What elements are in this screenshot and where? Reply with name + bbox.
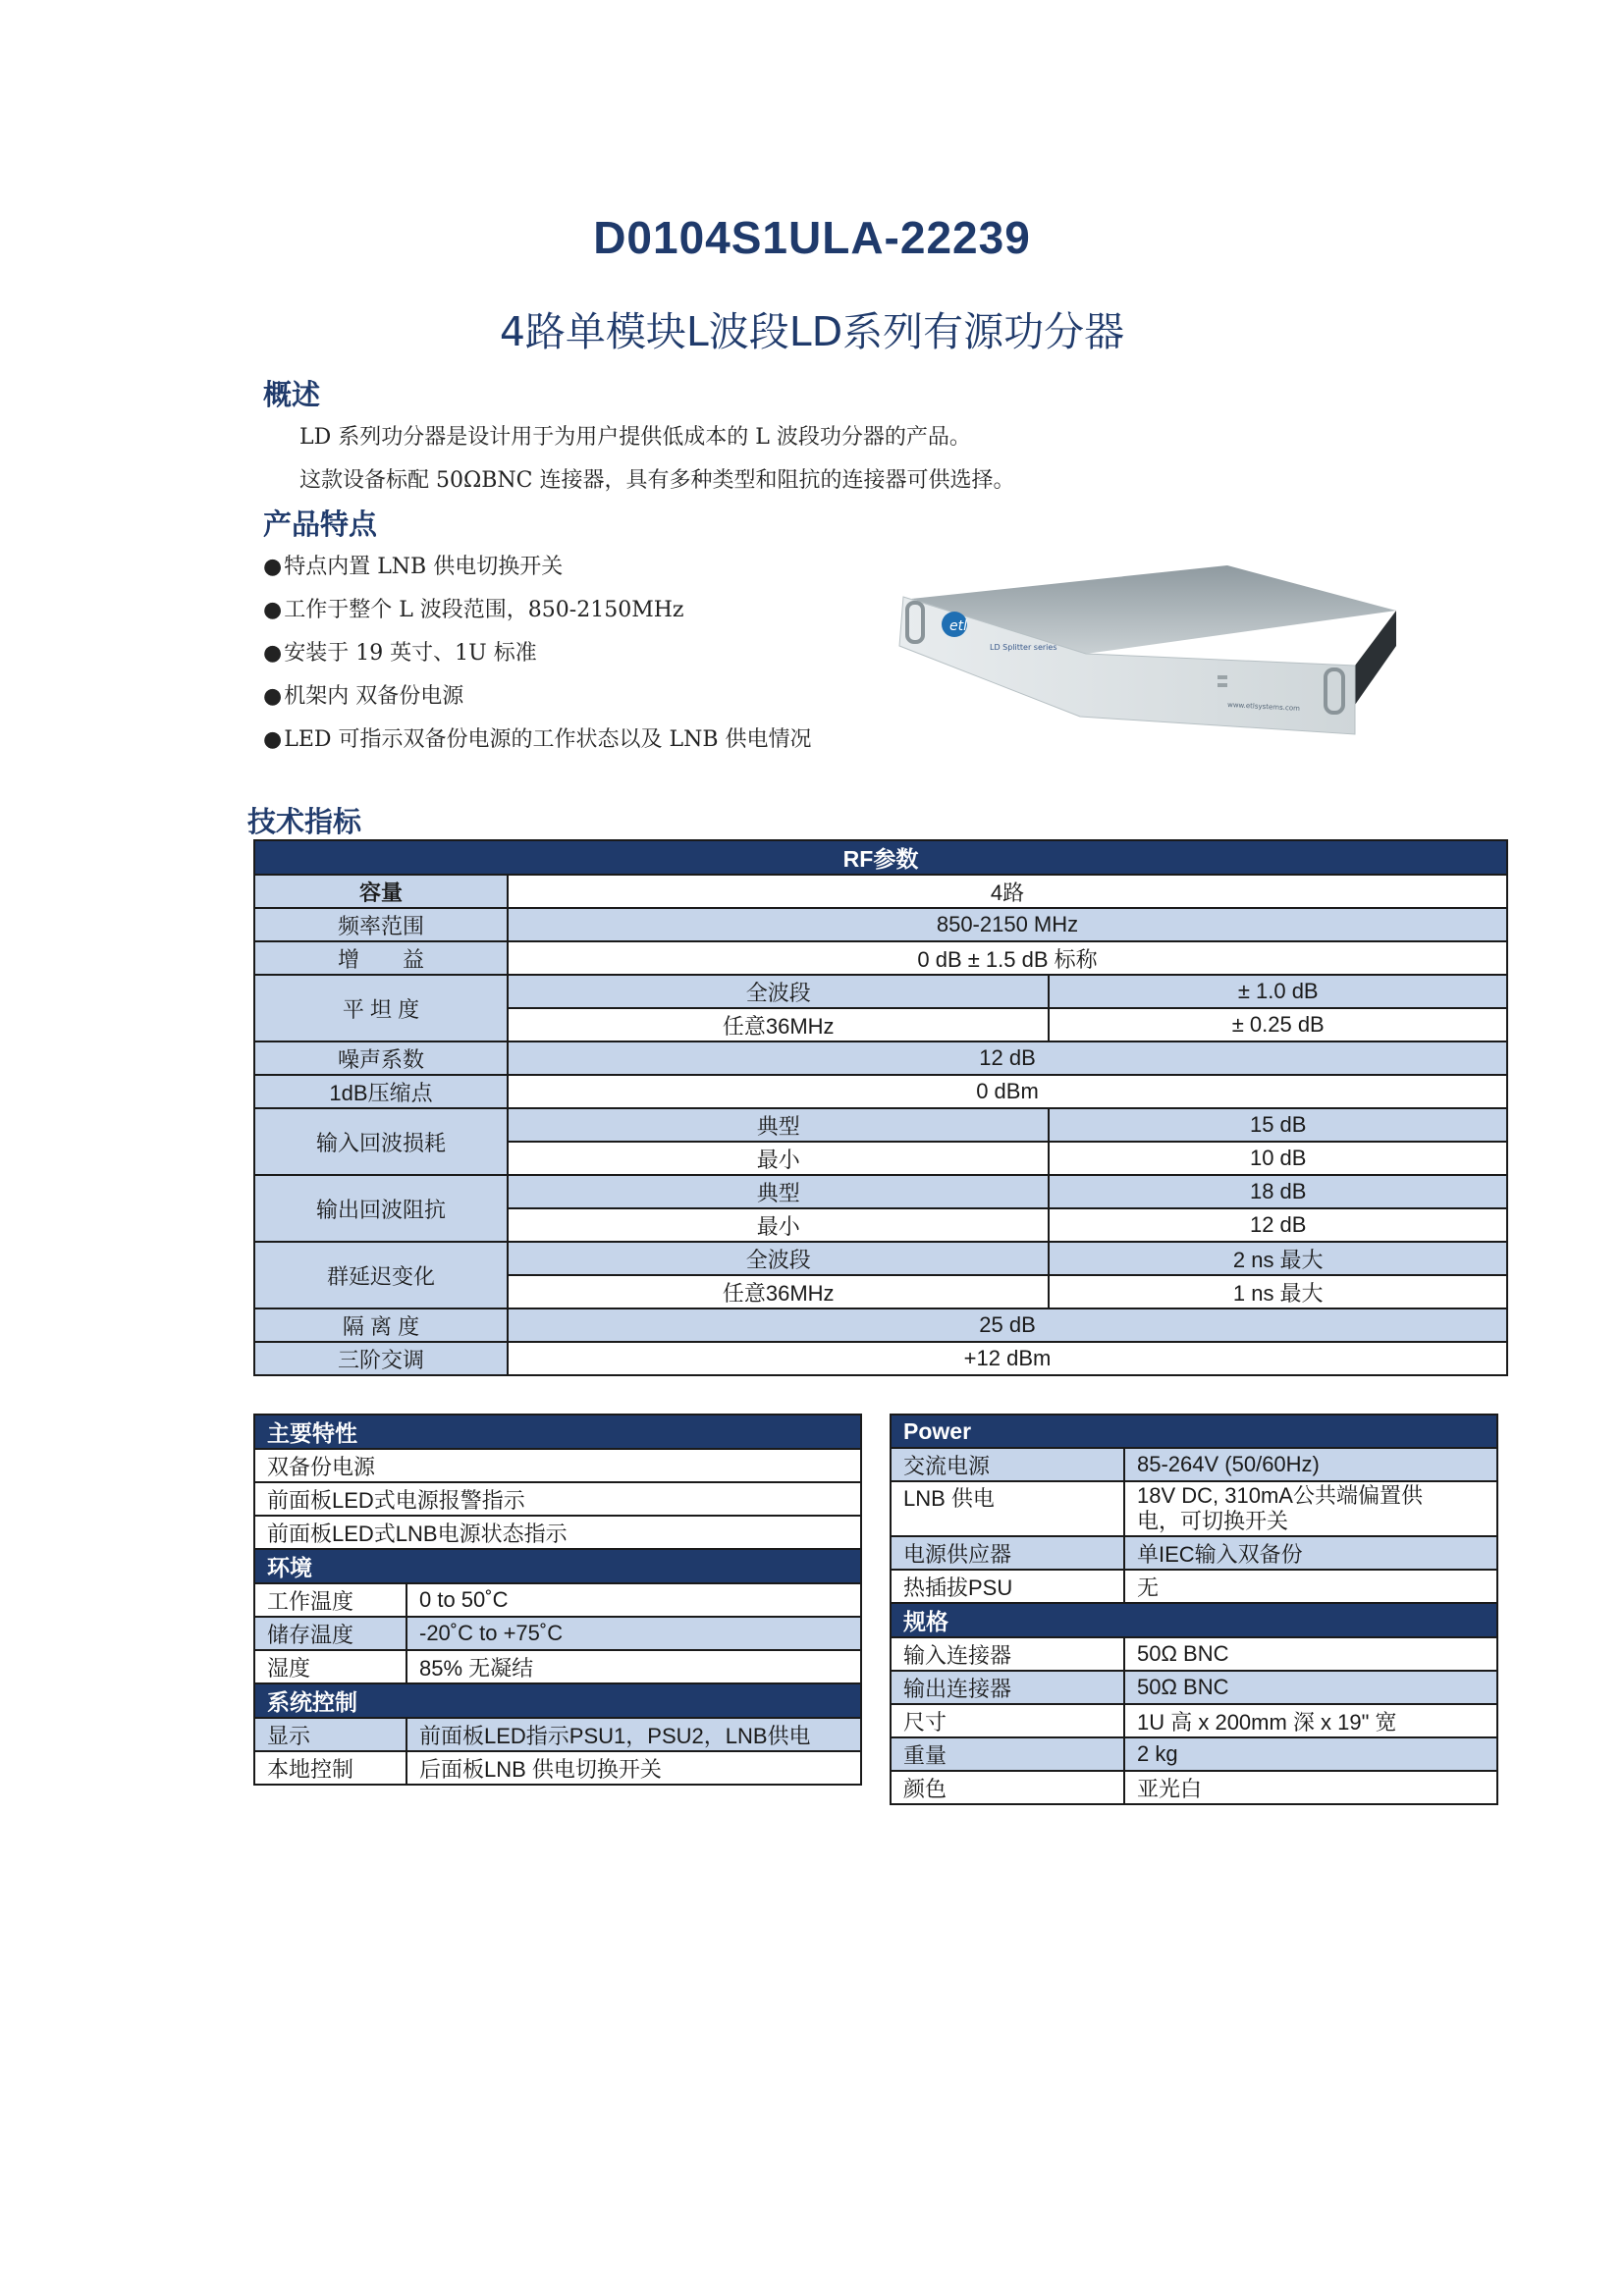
overview-line-2: 这款设备标配 50ΩBNC 连接器，具有多种类型和阻抗的连接器可供选择。	[299, 468, 1015, 493]
row-value: -20˚C to +75˚C	[406, 1617, 861, 1650]
table-row	[254, 1075, 1507, 1108]
table-row	[254, 1242, 1507, 1275]
bullet-icon: ●	[263, 684, 283, 709]
row-value-line: 电，可切换开关	[1137, 1509, 1289, 1533]
table-row	[254, 1617, 861, 1650]
row-label: LNB 供电	[891, 1481, 1124, 1536]
table-row	[891, 1481, 1497, 1536]
table-row	[254, 975, 1507, 1008]
row-value: 1U 高 x 200mm 深 x 19" 宽	[1124, 1704, 1497, 1737]
row-value-line: 18V DC, 310mA公共端偏置供	[1137, 1483, 1423, 1508]
row-value: +12 dBm	[508, 1342, 1507, 1375]
table-row	[891, 1737, 1497, 1771]
row-label: 本地控制	[254, 1751, 406, 1785]
feature-item	[263, 550, 563, 580]
row-label: 增 益	[254, 941, 508, 975]
table-row	[254, 908, 1507, 941]
sub-value: 10 dB	[1049, 1142, 1507, 1175]
row-label: 噪声系数	[254, 1041, 508, 1075]
row-value: 2 kg	[1124, 1737, 1497, 1771]
environment-header: 环境	[254, 1549, 861, 1583]
spec-header: 规格	[891, 1603, 1497, 1637]
sub-label: 典型	[508, 1175, 1049, 1208]
main-feature-item: 前面板LED式电源报警指示	[254, 1482, 861, 1516]
table-row	[254, 1041, 1507, 1075]
bullet-icon: ●	[263, 598, 283, 622]
feature-text: 特点内置 LNB 供电切换开关	[284, 555, 564, 579]
row-value: 85-264V (50/60Hz)	[1124, 1448, 1497, 1481]
row-value: 后面板LNB 供电切换开关	[406, 1751, 861, 1785]
table-row	[891, 1448, 1497, 1481]
row-label: 工作温度	[254, 1583, 406, 1617]
table-header-row	[891, 1415, 1497, 1448]
table-row	[891, 1536, 1497, 1570]
table-row	[254, 1175, 1507, 1208]
row-label: 容量	[254, 875, 508, 908]
row-value	[1124, 1481, 1497, 1536]
product-image	[893, 560, 1404, 736]
row-value: 85% 无凝结	[406, 1650, 861, 1683]
row-label: 输出回波阻抗	[254, 1175, 508, 1242]
table-row	[891, 1771, 1497, 1804]
sub-value: ± 0.25 dB	[1049, 1008, 1507, 1041]
row-label: 交流电源	[891, 1448, 1124, 1481]
table-row	[254, 1308, 1507, 1342]
main-features-header: 主要特性	[254, 1415, 861, 1449]
table-row	[254, 1583, 861, 1617]
table-row	[891, 1637, 1497, 1671]
table-row	[891, 1671, 1497, 1704]
row-value: 25 dB	[508, 1308, 1507, 1342]
row-value: 亚光白	[1124, 1771, 1497, 1804]
overview-heading: 概述	[263, 378, 321, 411]
sub-label: 全波段	[508, 975, 1049, 1008]
bullet-icon: ●	[263, 641, 283, 666]
row-value: 0 dBm	[508, 1075, 1507, 1108]
sub-label: 最小	[508, 1208, 1049, 1242]
table-row	[254, 875, 1507, 908]
row-label: 储存温度	[254, 1617, 406, 1650]
row-label: 1dB压缩点	[254, 1075, 508, 1108]
table-header-row	[254, 1415, 861, 1449]
sub-value: 1 ns 最大	[1049, 1275, 1507, 1308]
table-row	[254, 1342, 1507, 1375]
rf-parameters-table	[253, 839, 1508, 1376]
row-label: 隔 离 度	[254, 1308, 508, 1342]
row-label: 电源供应器	[891, 1536, 1124, 1570]
bullet-icon: ●	[263, 727, 283, 752]
table-header-row	[254, 1549, 861, 1583]
overview-line-1: LD 系列功分器是设计用于为用户提供低成本的 L 波段功分器的产品。	[299, 425, 971, 450]
main-feature-item: 前面板LED式LNB电源状态指示	[254, 1516, 861, 1549]
row-value: 4路	[508, 875, 1507, 908]
row-value: 0 dB ± 1.5 dB 标称	[508, 941, 1507, 975]
sub-value: ± 1.0 dB	[1049, 975, 1507, 1008]
row-value: 850-2150 MHz	[508, 908, 1507, 941]
feature-text: 工作于整个 L 波段范围，850-2150MHz	[284, 598, 684, 622]
feature-text: 机架内 双备份电源	[284, 684, 464, 709]
table-header-row	[891, 1603, 1497, 1637]
table-row	[254, 941, 1507, 975]
specs-heading: 技术指标	[247, 805, 362, 838]
row-label: 显示	[254, 1718, 406, 1751]
feature-item	[263, 593, 684, 623]
row-label: 三阶交调	[254, 1342, 508, 1375]
system-control-header: 系统控制	[254, 1683, 861, 1718]
table-row	[891, 1570, 1497, 1603]
row-value: 单IEC输入双备份	[1124, 1536, 1497, 1570]
table-header-row	[254, 1683, 861, 1718]
table-row	[254, 1108, 1507, 1142]
document-subtitle: 4路单模块L波段LD系列有源功分器	[499, 308, 1125, 355]
product-series: LD Splitter series	[990, 643, 1057, 652]
sub-value: 12 dB	[1049, 1208, 1507, 1242]
table-row	[254, 1449, 861, 1482]
table-row	[254, 1751, 861, 1785]
sub-label: 全波段	[508, 1242, 1049, 1275]
row-value: 前面板LED指示PSU1，PSU2，LNB供电	[406, 1718, 861, 1751]
main-feature-item: 双备份电源	[254, 1449, 861, 1482]
row-label: 颜色	[891, 1771, 1124, 1804]
row-label: 尺寸	[891, 1704, 1124, 1737]
feature-item	[263, 679, 463, 710]
rf-header: RF参数	[254, 840, 1507, 875]
document-title: D0104S1ULA-22239	[593, 212, 1031, 263]
table-row	[254, 1650, 861, 1683]
row-label: 湿度	[254, 1650, 406, 1683]
features-environment-table	[253, 1414, 862, 1786]
table-header-row	[254, 840, 1507, 875]
sub-value: 15 dB	[1049, 1108, 1507, 1142]
table-row	[254, 1516, 861, 1549]
sub-value: 2 ns 最大	[1049, 1242, 1507, 1275]
feature-text: LED 可指示双备份电源的工作状态以及 LNB 供电情况	[284, 727, 812, 752]
feature-text: 安装于 19 英寸、1U 标准	[284, 641, 537, 666]
sub-label: 典型	[508, 1108, 1049, 1142]
power-header: Power	[891, 1415, 1497, 1448]
product-website: www.etlsystems.com	[1226, 701, 1301, 713]
row-label: 输出连接器	[891, 1671, 1124, 1704]
product-brand: etl	[949, 618, 967, 634]
sub-label: 任意36MHz	[508, 1008, 1049, 1041]
row-label: 频率范围	[254, 908, 508, 941]
row-value: 50Ω BNC	[1124, 1637, 1497, 1671]
row-label: 输入回波损耗	[254, 1108, 508, 1175]
bullet-icon: ●	[263, 555, 283, 579]
features-heading: 产品特点	[263, 507, 378, 541]
row-label: 重量	[891, 1737, 1124, 1771]
sub-label: 任意36MHz	[508, 1275, 1049, 1308]
row-value: 12 dB	[508, 1041, 1507, 1075]
row-label: 平 坦 度	[254, 975, 508, 1041]
sub-label: 最小	[508, 1142, 1049, 1175]
sub-value: 18 dB	[1049, 1175, 1507, 1208]
feature-item	[263, 722, 812, 753]
row-value: 0 to 50˚C	[406, 1583, 861, 1617]
row-value: 50Ω BNC	[1124, 1671, 1497, 1704]
row-label: 输入连接器	[891, 1637, 1124, 1671]
table-row	[254, 1482, 861, 1516]
row-label: 群延迟变化	[254, 1242, 508, 1308]
row-label: 热插拔PSU	[891, 1570, 1124, 1603]
row-value: 无	[1124, 1570, 1497, 1603]
feature-item	[263, 636, 537, 667]
table-row	[891, 1704, 1497, 1737]
power-spec-table	[890, 1414, 1498, 1805]
table-row	[254, 1718, 861, 1751]
